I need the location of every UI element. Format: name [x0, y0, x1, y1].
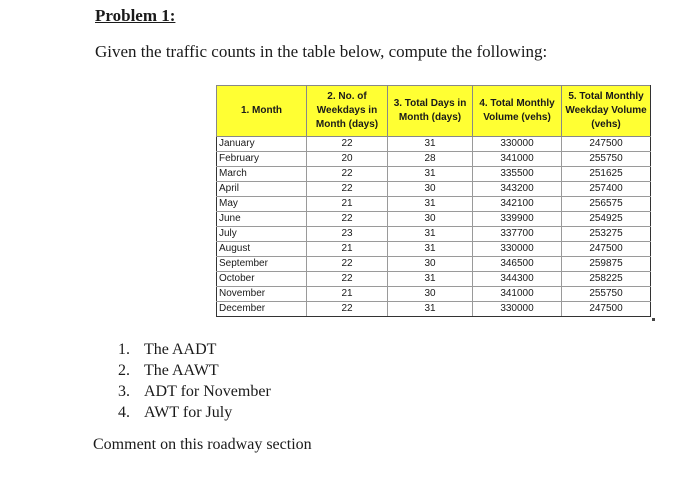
table-cell: 31 — [388, 272, 473, 287]
table-cell: 251625 — [562, 167, 651, 182]
question-text: ADT for November — [144, 383, 271, 400]
table-cell: 31 — [388, 242, 473, 257]
table-cell: 22 — [307, 137, 388, 152]
table-row — [217, 272, 651, 287]
table-cell: 256575 — [562, 197, 651, 212]
table-cell: 31 — [388, 227, 473, 242]
question-number: 2. — [118, 362, 130, 379]
table-cell: 255750 — [562, 287, 651, 302]
table-cell: September — [217, 257, 307, 272]
table-row — [217, 227, 651, 242]
question-text: AWT for July — [144, 404, 233, 421]
table-cell: 23 — [307, 227, 388, 242]
table-cell: 255750 — [562, 152, 651, 167]
table-cell: 22 — [307, 302, 388, 317]
table-cell: June — [217, 212, 307, 227]
table-cell: 258225 — [562, 272, 651, 287]
table-row — [217, 257, 651, 272]
question-number: 1. — [118, 341, 130, 358]
table-cell: January — [217, 137, 307, 152]
table-row — [217, 137, 651, 152]
table-row — [217, 152, 651, 167]
table-cell: 21 — [307, 197, 388, 212]
traffic-counts-table — [216, 85, 651, 317]
table-cell: 335500 — [473, 167, 562, 182]
table-cell: 257400 — [562, 182, 651, 197]
table-cell: 22 — [307, 212, 388, 227]
table-cell: 30 — [388, 287, 473, 302]
table-cell: 31 — [388, 137, 473, 152]
header-weekday-volume: 5. Total Monthly Weekday Volume (vehs) — [562, 86, 651, 137]
table-cell: 31 — [388, 167, 473, 182]
table-cell: October — [217, 272, 307, 287]
header-weekdays: 2. No. of Weekdays in Month (days) — [307, 86, 388, 137]
table-cell: 20 — [307, 152, 388, 167]
table-cell: 253275 — [562, 227, 651, 242]
table-cell: 330000 — [473, 242, 562, 257]
table-cell: 21 — [307, 287, 388, 302]
table-cell: July — [217, 227, 307, 242]
table-row — [217, 167, 651, 182]
table-cell: 343200 — [473, 182, 562, 197]
table-cell: 330000 — [473, 137, 562, 152]
question-item — [118, 402, 271, 423]
table-header-row — [217, 86, 651, 137]
table-row — [217, 182, 651, 197]
table-cell: 28 — [388, 152, 473, 167]
table-cell: 22 — [307, 167, 388, 182]
table-cell: 30 — [388, 182, 473, 197]
table-cell: 344300 — [473, 272, 562, 287]
header-total-days: 3. Total Days in Month (days) — [388, 86, 473, 137]
question-number: 4. — [118, 404, 130, 421]
table-cell: April — [217, 182, 307, 197]
question-item — [118, 339, 271, 360]
table-cell: 21 — [307, 242, 388, 257]
table-cell: 342100 — [473, 197, 562, 212]
table-cell: 247500 — [562, 137, 651, 152]
table-cell: 31 — [388, 197, 473, 212]
stray-dot — [652, 318, 655, 321]
table-cell: 339900 — [473, 212, 562, 227]
table-row — [217, 287, 651, 302]
table-cell: February — [217, 152, 307, 167]
table-cell: 22 — [307, 272, 388, 287]
problem-title: Problem 1: — [95, 6, 176, 25]
table-cell: November — [217, 287, 307, 302]
header-monthly-volume: 4. Total Monthly Volume (vehs) — [473, 86, 562, 137]
question-text: The AADT — [144, 341, 217, 358]
table-row — [217, 242, 651, 257]
table-cell: 341000 — [473, 152, 562, 167]
table-row — [217, 212, 651, 227]
table-cell: March — [217, 167, 307, 182]
problem-intro: Given the traffic counts in the table below, compute the following: — [95, 42, 548, 61]
table-cell: May — [217, 197, 307, 212]
table-cell: 346500 — [473, 257, 562, 272]
table-cell: August — [217, 242, 307, 257]
table-cell: 22 — [307, 182, 388, 197]
table-cell: 30 — [388, 212, 473, 227]
question-item — [118, 360, 271, 381]
table-cell: 254925 — [562, 212, 651, 227]
table-cell: 330000 — [473, 302, 562, 317]
table-cell: 247500 — [562, 242, 651, 257]
table-cell: 30 — [388, 257, 473, 272]
table-cell: 337700 — [473, 227, 562, 242]
table-cell: 31 — [388, 302, 473, 317]
table-cell: 259875 — [562, 257, 651, 272]
question-text: The AAWT — [144, 362, 219, 379]
table-row — [217, 197, 651, 212]
question-list — [118, 339, 271, 423]
question-item — [118, 381, 271, 402]
table-cell: 22 — [307, 257, 388, 272]
table-cell: 247500 — [562, 302, 651, 317]
table-row — [217, 302, 651, 317]
comment-prompt: Comment on this roadway section — [93, 436, 312, 453]
table-cell: December — [217, 302, 307, 317]
header-month: 1. Month — [217, 86, 307, 137]
question-number: 3. — [118, 383, 130, 400]
table-cell: 341000 — [473, 287, 562, 302]
